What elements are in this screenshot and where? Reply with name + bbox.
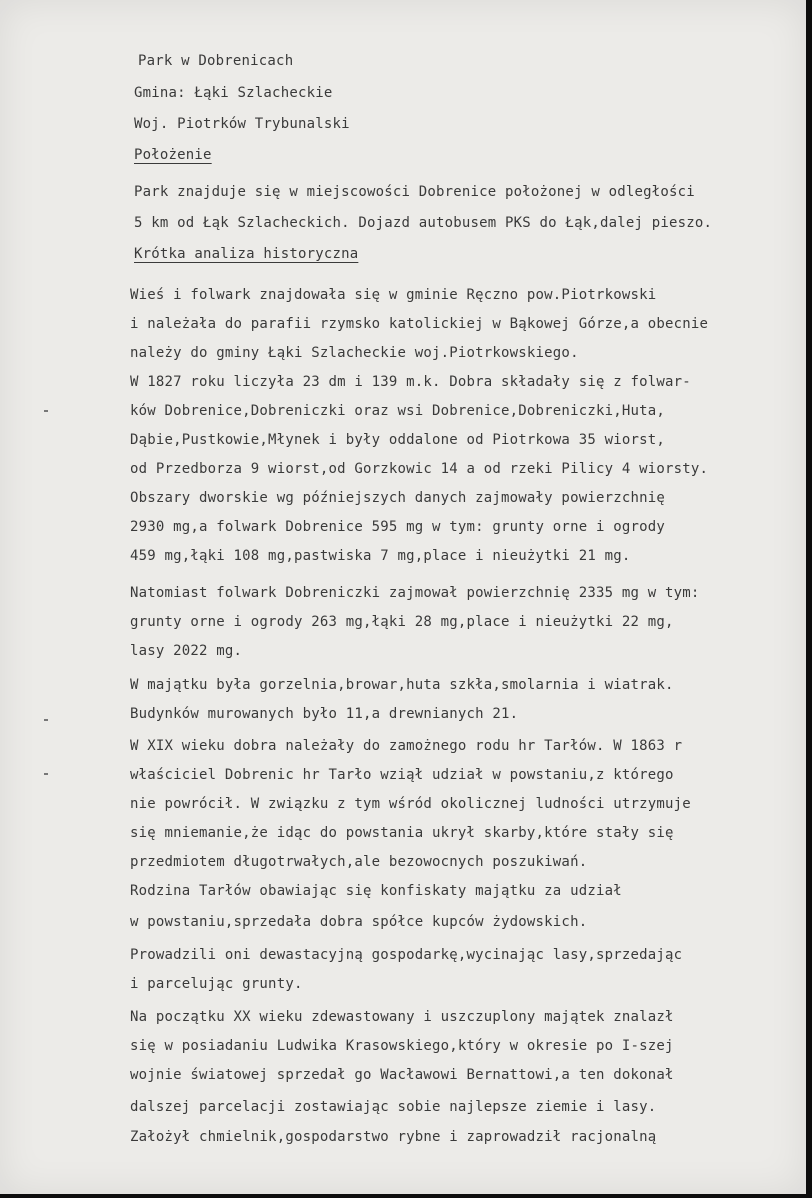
park-name: Park w Dobrenicach [138,53,294,69]
analiza-line: Wieś i folwark znajdowała się w gminie Ręczno pow.Piotrkowski [130,287,657,303]
analiza-line: Założył chmielnik,gospodarstwo rybne i zaprowadził racjonalną [130,1129,657,1145]
polozenie-line: Park znajduje się w miejscowości Dobrenice położonej w odległości [134,184,695,200]
polozenie-line: 5 km od Łąk Szlacheckich. Dojazd autobusem PKS do Łąk,dalej pieszo. [134,215,713,231]
gmina-line: Gmina: Łąki Szlacheckie [134,85,333,101]
binder-mark [44,719,48,721]
analiza-line: W majątku była gorzelnia,browar,huta szkła,smolarnia i wiatrak. [130,677,674,693]
binder-mark [44,773,48,775]
scan-edge-bottom [0,1194,812,1198]
binder-mark [44,410,48,412]
analiza-line: i parcelując grunty. [130,976,303,992]
analiza-line: i należała do parafii rzymsko katolickiej w Bąkowej Górze,a obecnie [130,316,709,332]
analiza-line: dalszej parcelacji zostawiając sobie najlepsze ziemie i lasy. [130,1099,657,1115]
polozenie-heading: Położenie [134,147,212,163]
analiza-line: się mniemanie,że idąc do powstania ukrył skarby,które stały się [130,825,674,841]
analiza-line: 2930 mg,a folwark Dobrenice 595 mg w tym: grunty orne i ogrody [130,519,665,535]
analiza-line: Natomiast folwark Dobreniczki zajmował powierzchnię 2335 mg w tym: [130,585,700,601]
analiza-line: ków Dobrenice,Dobreniczki oraz wsi Dobrenice,Dobreniczki,Huta, [130,403,665,419]
analiza-line: Rodzina Tarłów obawiając się konfiskaty majątku za udział [130,883,622,899]
analiza-line: nie powrócił. W związku z tym wśród okolicznej ludności utrzymuje [130,796,691,812]
analiza-line: należy do gminy Łąki Szlacheckie woj.Piotrkowskiego. [130,345,579,361]
analiza-heading: Krótka analiza historyczna [134,246,359,262]
analiza-line: W 1827 roku liczyła 23 dm i 139 m.k. Dobra składały się z folwar- [130,374,691,390]
analiza-line: wojnie światowej sprzedał go Wacławowi Bernattowi,a ten dokonał [130,1067,674,1083]
analiza-line: Prowadzili oni dewastacyjną gospodarkę,wycinając lasy,sprzedając [130,947,683,963]
analiza-line: lasy 2022 mg. [130,643,243,659]
analiza-line: się w posiadaniu Ludwika Krasowskiego,który w okresie po I-szej [130,1038,674,1054]
analiza-line: W XIX wieku dobra należały do zamożnego rodu hr Tarłów. W 1863 r [130,738,683,754]
analiza-line: przedmiotem długotrwałych,ale bezowocnych poszukiwań. [130,854,588,870]
scan-edge-right [806,0,812,1198]
woj-line: Woj. Piotrków Trybunalski [134,116,350,132]
analiza-line: w powstaniu,sprzedała dobra spółce kupców żydowskich. [130,914,588,930]
analiza-line: Na początku XX wieku zdewastowany i uszczuplony majątek znalazł [130,1009,674,1025]
analiza-line: Dąbie,Pustkowie,Młynek i były oddalone od Piotrkowa 35 wiorst, [130,432,665,448]
analiza-line: właściciel Dobrenic hr Tarło wziął udział w powstaniu,z którego [130,767,674,783]
analiza-line: 459 mg,łąki 108 mg,pastwiska 7 mg,place i nieużytki 21 mg. [130,548,631,564]
analiza-line: grunty orne i ogrody 263 mg,łąki 28 mg,place i nieużytki 22 mg, [130,614,674,630]
analiza-line: Budynków murowanych było 11,a drewnianych 21. [130,706,519,722]
analiza-line: od Przedborza 9 wiorst,od Gorzkowic 14 a od rzeki Pilicy 4 wiorsty. [130,461,709,477]
analiza-line: Obszary dworskie wg późniejszych danych zajmowały powierzchnię [130,490,665,506]
